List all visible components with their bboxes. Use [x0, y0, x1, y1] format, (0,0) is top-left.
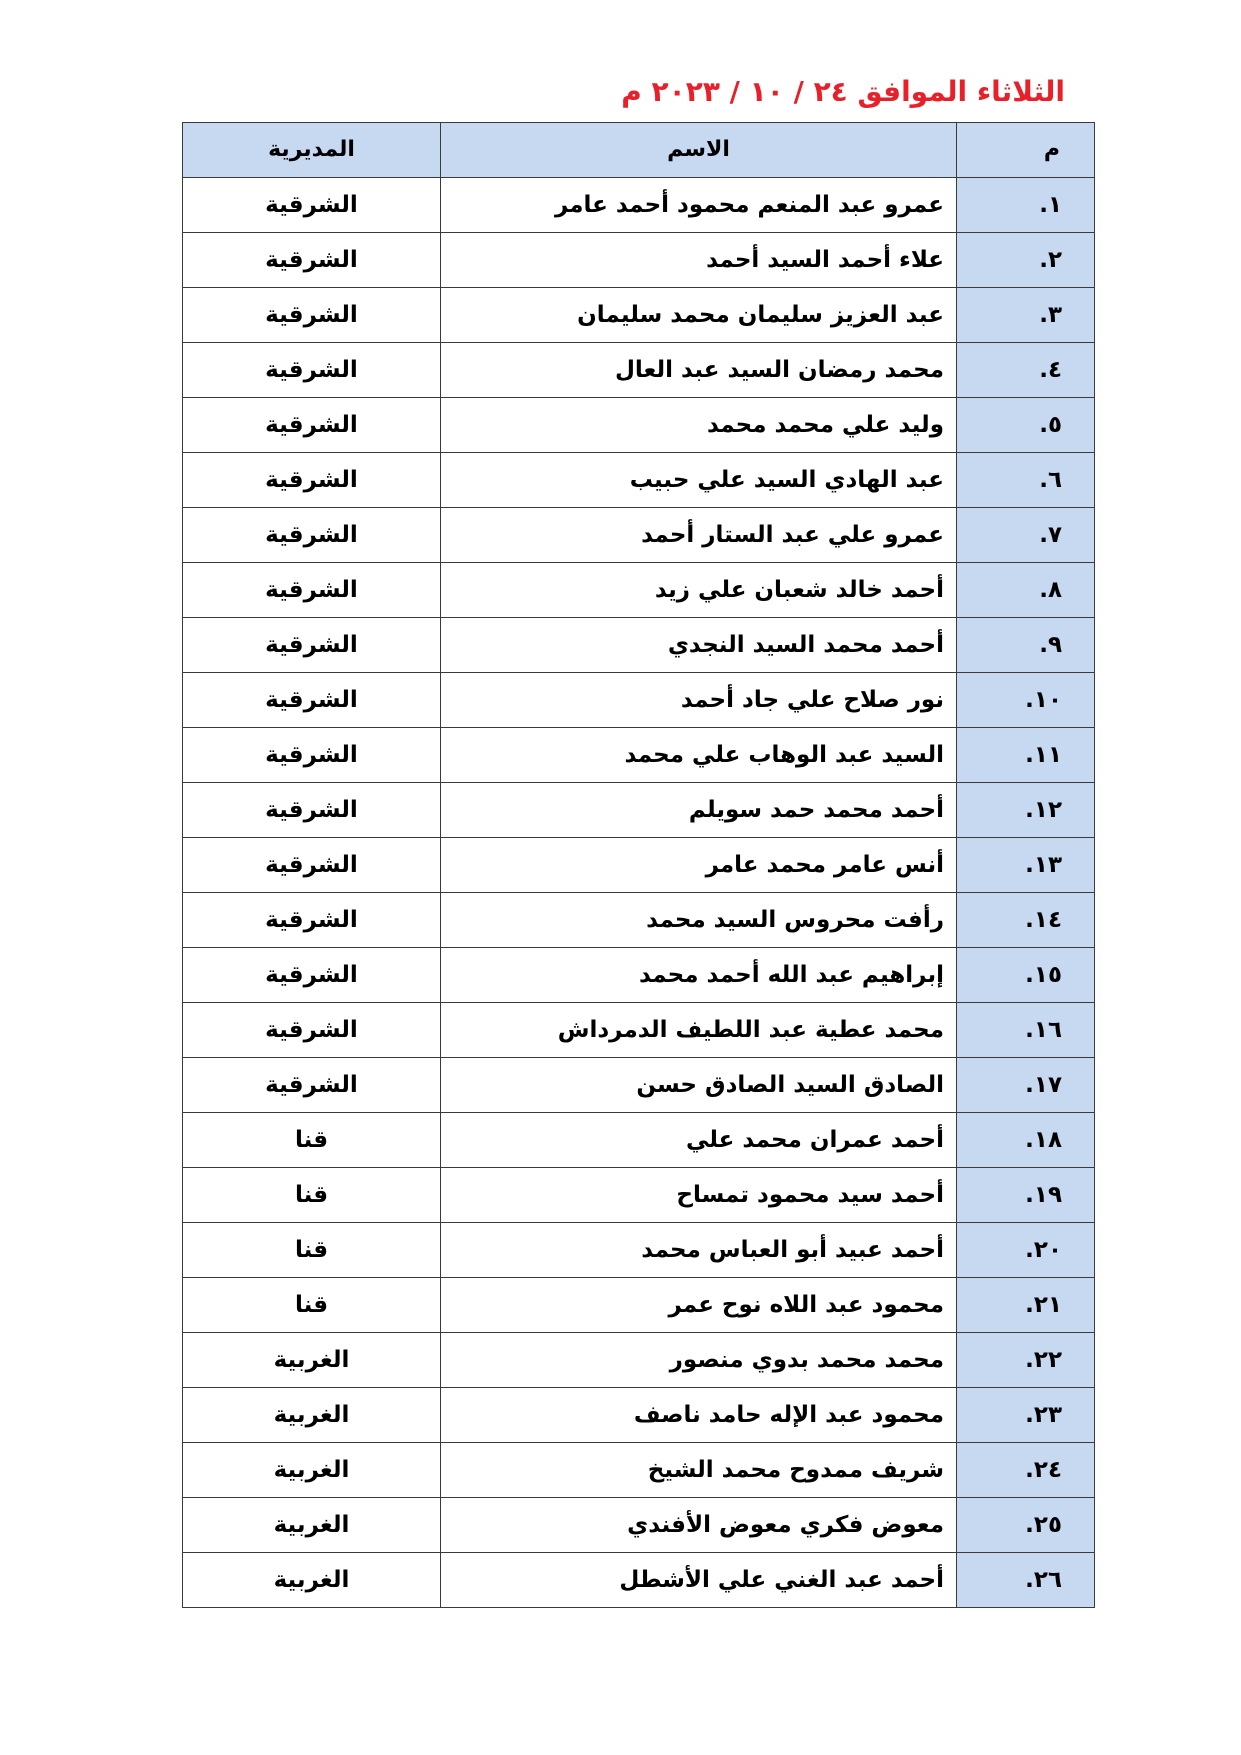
table-row	[183, 1223, 1095, 1278]
row-number: ٢١.	[957, 1278, 1095, 1333]
row-name: أحمد سيد محمود تمساح	[441, 1168, 957, 1223]
row-number: ٢٥.	[957, 1498, 1095, 1553]
row-name: أحمد عبد الغني علي الأشطل	[441, 1553, 957, 1608]
row-directorate: الشرقية	[183, 233, 441, 288]
row-directorate: قنا	[183, 1223, 441, 1278]
table-row	[183, 398, 1095, 453]
row-name: محمد عطية عبد اللطيف الدمرداش	[441, 1003, 957, 1058]
table-row	[183, 288, 1095, 343]
table-row	[183, 673, 1095, 728]
row-number: ٤.	[957, 343, 1095, 398]
row-directorate: الشرقية	[183, 1058, 441, 1113]
row-name: أحمد خالد شعبان علي زيد	[441, 563, 957, 618]
table-row	[183, 1333, 1095, 1388]
table-row	[183, 453, 1095, 508]
row-number: ٨.	[957, 563, 1095, 618]
row-directorate: الشرقية	[183, 178, 441, 233]
column-header-directorate: المديرية	[183, 123, 441, 178]
row-number: ١٧.	[957, 1058, 1095, 1113]
row-number: ١٨.	[957, 1113, 1095, 1168]
row-name: محمود عبد اللاه نوح عمر	[441, 1278, 957, 1333]
row-directorate: الغربية	[183, 1443, 441, 1498]
row-name: أحمد محمد السيد النجدي	[441, 618, 957, 673]
row-number: ٢٣.	[957, 1388, 1095, 1443]
row-name: أنس عامر محمد عامر	[441, 838, 957, 893]
row-directorate: الشرقية	[183, 893, 441, 948]
table-row	[183, 1553, 1095, 1608]
table-row	[183, 508, 1095, 563]
row-directorate: الشرقية	[183, 343, 441, 398]
table-row	[183, 1498, 1095, 1553]
row-number: ١٢.	[957, 783, 1095, 838]
row-name: إبراهيم عبد الله أحمد محمد	[441, 948, 957, 1003]
row-directorate: الشرقية	[183, 288, 441, 343]
row-number: ١٠.	[957, 673, 1095, 728]
table-row	[183, 178, 1095, 233]
row-directorate: الشرقية	[183, 508, 441, 563]
row-directorate: الشرقية	[183, 618, 441, 673]
row-name: عبد العزيز سليمان محمد سليمان	[441, 288, 957, 343]
table-row	[183, 1388, 1095, 1443]
table-row	[183, 838, 1095, 893]
table-row	[183, 728, 1095, 783]
table-row	[183, 1003, 1095, 1058]
row-name: محمد رمضان السيد عبد العال	[441, 343, 957, 398]
table-row	[183, 563, 1095, 618]
row-name: شريف ممدوح محمد الشيخ	[441, 1443, 957, 1498]
row-number: ٢٢.	[957, 1333, 1095, 1388]
row-name: الصادق السيد الصادق حسن	[441, 1058, 957, 1113]
row-number: ٢٤.	[957, 1443, 1095, 1498]
row-number: ٥.	[957, 398, 1095, 453]
table-row	[183, 1168, 1095, 1223]
row-name: عمرو عبد المنعم محمود أحمد عامر	[441, 178, 957, 233]
row-name: أحمد محمد حمد سويلم	[441, 783, 957, 838]
row-directorate: الشرقية	[183, 453, 441, 508]
row-name: أحمد عمران محمد علي	[441, 1113, 957, 1168]
row-number: ١.	[957, 178, 1095, 233]
table-row	[183, 1443, 1095, 1498]
row-number: ١٣.	[957, 838, 1095, 893]
table-row	[183, 948, 1095, 1003]
row-name: أحمد عبيد أبو العباس محمد	[441, 1223, 957, 1278]
table-row	[183, 893, 1095, 948]
row-name: عمرو علي عبد الستار أحمد	[441, 508, 957, 563]
row-number: ١١.	[957, 728, 1095, 783]
row-directorate: قنا	[183, 1113, 441, 1168]
row-number: ١٦.	[957, 1003, 1095, 1058]
row-number: ٢.	[957, 233, 1095, 288]
row-name: نور صلاح علي جاد أحمد	[441, 673, 957, 728]
row-directorate: الشرقية	[183, 563, 441, 618]
row-name: معوض فكري معوض الأفندي	[441, 1498, 957, 1553]
row-name: محمد محمد بدوي منصور	[441, 1333, 957, 1388]
row-directorate: الشرقية	[183, 398, 441, 453]
roster-table	[182, 122, 1095, 1608]
table-row	[183, 1113, 1095, 1168]
row-name: السيد عبد الوهاب علي محمد	[441, 728, 957, 783]
column-header-number: م	[957, 123, 1095, 178]
row-directorate: الغربية	[183, 1333, 441, 1388]
row-directorate: الشرقية	[183, 783, 441, 838]
table-row	[183, 233, 1095, 288]
row-number: ٣.	[957, 288, 1095, 343]
date-heading: الثلاثاء الموافق ٢٤ / ١٠ / ٢٠٢٣ م	[621, 75, 1065, 108]
row-name: وليد علي محمد محمد	[441, 398, 957, 453]
row-directorate: قنا	[183, 1168, 441, 1223]
row-number: ٢٦.	[957, 1553, 1095, 1608]
row-directorate: الغربية	[183, 1388, 441, 1443]
row-directorate: الشرقية	[183, 1003, 441, 1058]
table-row	[183, 783, 1095, 838]
row-number: ٩.	[957, 618, 1095, 673]
row-directorate: الشرقية	[183, 838, 441, 893]
row-number: ٧.	[957, 508, 1095, 563]
row-name: محمود عبد الإله حامد ناصف	[441, 1388, 957, 1443]
column-header-name: الاسم	[441, 123, 957, 178]
row-name: رأفت محروس السيد محمد	[441, 893, 957, 948]
row-name: علاء أحمد السيد أحمد	[441, 233, 957, 288]
table-row	[183, 343, 1095, 398]
row-number: ١٩.	[957, 1168, 1095, 1223]
row-number: ٦.	[957, 453, 1095, 508]
row-number: ١٤.	[957, 893, 1095, 948]
table-body	[183, 178, 1095, 1608]
row-name: عبد الهادي السيد علي حبيب	[441, 453, 957, 508]
table-header-row	[183, 123, 1095, 178]
row-number: ١٥.	[957, 948, 1095, 1003]
row-directorate: الغربية	[183, 1498, 441, 1553]
table-row	[183, 618, 1095, 673]
table-row	[183, 1058, 1095, 1113]
row-directorate: الشرقية	[183, 948, 441, 1003]
table-row	[183, 1278, 1095, 1333]
row-directorate: قنا	[183, 1278, 441, 1333]
row-directorate: الغربية	[183, 1553, 441, 1608]
row-directorate: الشرقية	[183, 728, 441, 783]
row-directorate: الشرقية	[183, 673, 441, 728]
row-number: ٢٠.	[957, 1223, 1095, 1278]
